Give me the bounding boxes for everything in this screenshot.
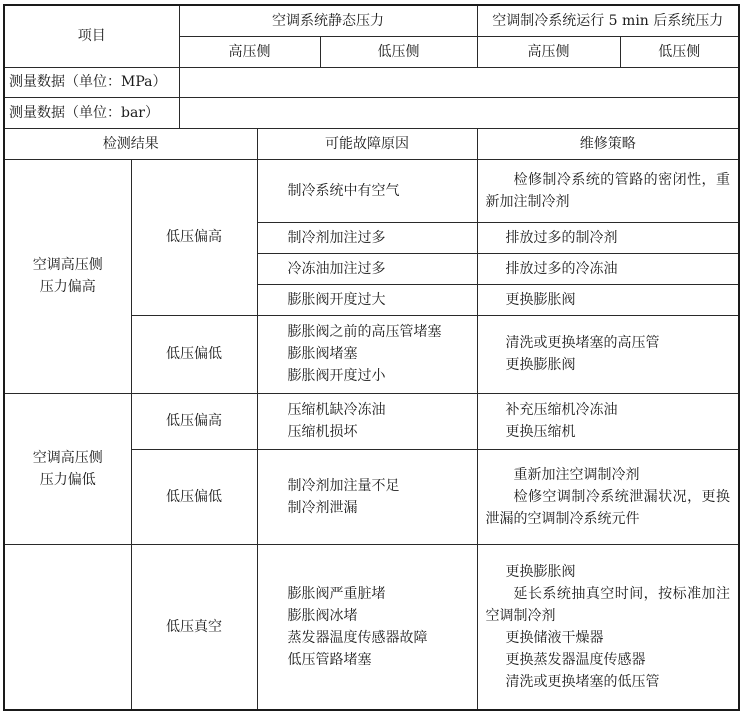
fix-cell: 重新加注空调制冷剂 检修空调制冷系统泄漏状况，更换泄漏的空调制冷系统元件	[477, 449, 739, 544]
cause-cell: 制冷系统中有空气	[257, 159, 477, 222]
measure-row-mpa	[4, 67, 739, 97]
group-label-high-too-low: 空调高压侧 压力偏低	[4, 393, 131, 544]
fix-cell: 清洗或更换堵塞的高压管 更换膨胀阀	[477, 315, 739, 393]
cause-cell: 膨胀阀开度过大	[257, 284, 477, 315]
static-pressure-header: 空调系统静态压力	[179, 5, 477, 36]
fix-cell: 补充压缩机冷冻油 更换压缩机	[477, 393, 739, 449]
fix-cell: 排放过多的冷冻油	[477, 253, 739, 284]
item-header: 项目	[4, 5, 179, 67]
detect-result-header: 检测结果	[4, 128, 257, 159]
running-low-side-header: 低压侧	[620, 36, 739, 67]
repair-strategy-header: 维修策略	[477, 128, 739, 159]
diagnosis-table-container	[3, 4, 740, 711]
sub-label-low-vacuum: 低压真空	[131, 544, 257, 710]
fix-cell: 检修制冷系统的管路的密闭性，重新加注制冷剂	[477, 159, 739, 222]
cause-cell: 制冷剂加注过多	[257, 222, 477, 253]
sub-label-low-high: 低压偏高	[131, 393, 257, 449]
measure-value-bar[interactable]	[179, 97, 739, 128]
possible-cause-header: 可能故障原因	[257, 128, 477, 159]
sub-label-low-low: 低压偏低	[131, 449, 257, 544]
measure-label-mpa: 测量数据（单位：MPa）	[4, 67, 179, 97]
sub-label-low-low: 低压偏低	[131, 315, 257, 393]
table-row	[4, 393, 739, 449]
cause-cell: 膨胀阀之前的高压管堵塞 膨胀阀堵塞 膨胀阀开度过小	[257, 315, 477, 393]
static-low-side-header: 低压侧	[320, 36, 477, 67]
fix-cell: 更换膨胀阀 延长系统抽真空时间，按标准加注空调制冷剂 更换储液干燥器 更换蒸发器温度传感器 清洗或更换堵塞的低压管	[477, 544, 739, 710]
measure-label-bar: 测量数据（单位：bar）	[4, 97, 179, 128]
cause-cell: 压缩机缺冷冻油 压缩机损坏	[257, 393, 477, 449]
cause-cell: 膨胀阀严重脏堵 膨胀阀冰堵 蒸发器温度传感器故障 低压管路堵塞	[257, 544, 477, 710]
static-high-side-header: 高压侧	[179, 36, 320, 67]
running-pressure-header: 空调制冷系统运行 5 min 后系统压力	[477, 5, 739, 36]
fix-cell: 排放过多的制冷剂	[477, 222, 739, 253]
header-row-1	[4, 5, 739, 36]
ac-pressure-diagnosis-table	[3, 4, 740, 711]
fix-cell: 更换膨胀阀	[477, 284, 739, 315]
cause-cell: 冷冻油加注过多	[257, 253, 477, 284]
table-row	[4, 159, 739, 222]
table-row	[4, 544, 739, 710]
running-high-side-header: 高压侧	[477, 36, 620, 67]
cause-cell: 制冷剂加注量不足 制冷剂泄漏	[257, 449, 477, 544]
measure-value-mpa[interactable]	[179, 67, 739, 97]
result-header-row	[4, 128, 739, 159]
group-label-empty	[4, 544, 131, 710]
sub-label-low-high: 低压偏高	[131, 159, 257, 315]
group-label-high-too-high: 空调高压侧 压力偏高	[4, 159, 131, 393]
measure-row-bar	[4, 97, 739, 128]
